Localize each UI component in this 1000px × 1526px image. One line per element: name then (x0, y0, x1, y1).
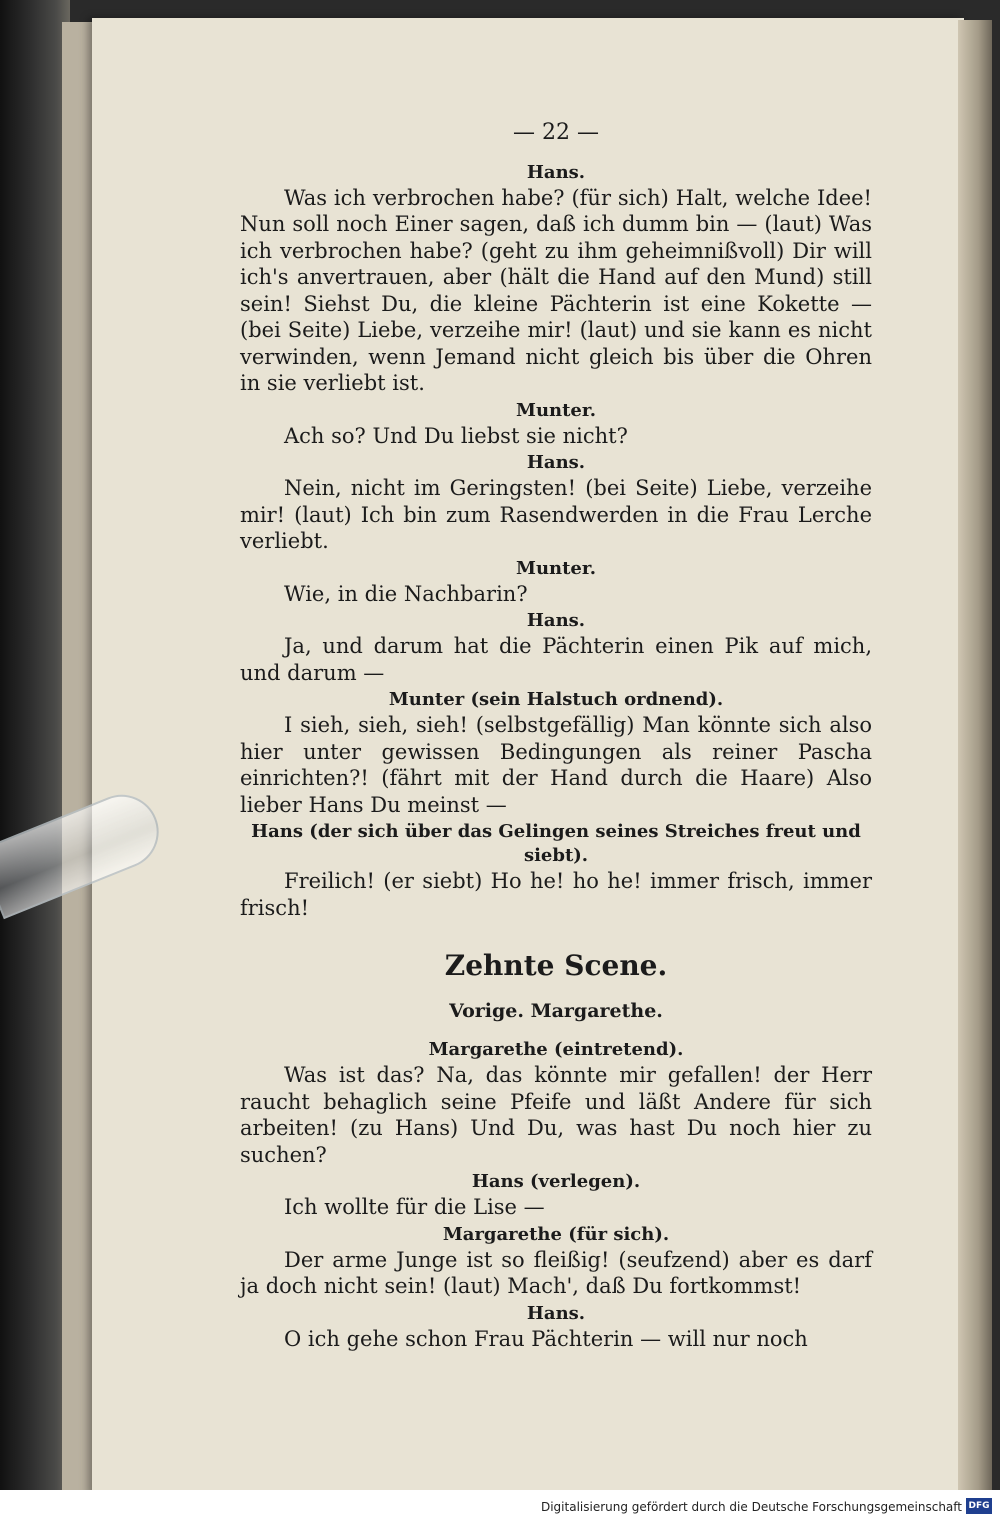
dfg-logo: DFG (966, 1498, 992, 1514)
dialogue-text: Wie, in die Nachbarin? (284, 581, 528, 606)
speaker-label: Munter (sein Halstuch ordnend). (388, 689, 724, 710)
dialogue-text: I sieh, sieh, sieh! (selbstgefällig) Man könnte sich also hier unter gewissen Bedingungen als reiner Pascha einrichten?! (fährt mit der Hand durch die Haare) Also lieber Hans Du meinst — (240, 713, 872, 817)
speaker-label: Margarethe (für sich). (442, 1223, 670, 1245)
dialogue-section-2 (240, 1038, 872, 1352)
speaker-label: Hans. (526, 452, 586, 473)
dialogue-section-1 (240, 161, 872, 922)
dialogue-text: Ich wollte für die Lise — (284, 1195, 545, 1219)
footer-credit: Digitalisierung gefördert durch die Deutsche Forschungsgemeinschaft (540, 1500, 962, 1514)
dialogue-text: Ach so? Und Du liebst sie nicht? (284, 423, 628, 448)
speaker-label: Hans (der sich über das Gelingen seines Streiches freut und siebt). (251, 821, 861, 866)
dialogue-text: Der arme Junge ist so fleißig! (seufzend) aber es darf ja doch nicht sein! (laut) Mach', daß Du fortkommst! (240, 1247, 872, 1298)
dialogue-text: Was ich verbrochen habe? (für sich) Halt, welche Idee! Nun soll noch Einer sagen, daß ich dumm bin — (laut) Was ich verbrochen habe? (geht zu ihm geheimnißvoll) Dir will ich's anvertrauen, aber (hält die Hand auf den Mund) still sein! Siehst Du, die kleine Pächterin ist eine Kokette — (bei Seite) Liebe, verzeihe mir! (laut) und sie kann es nicht verwinden, wenn Jemand nicht gleich bis über die Ohren in sie verliebt ist. (240, 185, 872, 395)
book-binding (0, 0, 70, 1490)
page-number: — 22 — (513, 120, 599, 145)
dialogue-text: Freilich! (er siebt) Ho he! ho he! immer frisch, immer frisch! (240, 869, 872, 920)
speaker-label: Hans. (526, 610, 586, 631)
page-content (240, 120, 872, 1352)
speaker-label: Margarethe (eintretend). (428, 1039, 684, 1060)
dialogue-text: Was ist das? Na, das könnte mir gefallen! der Herr raucht behaglich seine Pfeife und läßt Andere für sich arbeiten! (zu Hans) Und Du, was hast Du noch hier zu suchen? (240, 1063, 872, 1167)
speaker-label: Hans. (526, 1302, 586, 1324)
dialogue-text: Nein, nicht im Geringsten! (bei Seite) Liebe, verzeihe mir! (laut) Ich bin zum Rasendwerden in die Frau Lerche verliebt. (240, 476, 872, 553)
page-edge (958, 20, 992, 1490)
scene-cast: Vorige. Margarethe. (449, 999, 663, 1022)
speaker-label: Hans (verlegen). (471, 1171, 641, 1192)
speaker-label: Munter. (516, 399, 596, 421)
speaker-label: Hans. (526, 161, 586, 183)
speaker-label: Munter. (516, 557, 596, 579)
scene-title: Zehnte Scene. (444, 949, 668, 982)
dialogue-text: O ich gehe schon Frau Pächterin — will nur noch (284, 1326, 808, 1351)
dialogue-text: Ja, und darum hat die Pächterin einen Pik auf mich, und darum — (240, 634, 872, 685)
